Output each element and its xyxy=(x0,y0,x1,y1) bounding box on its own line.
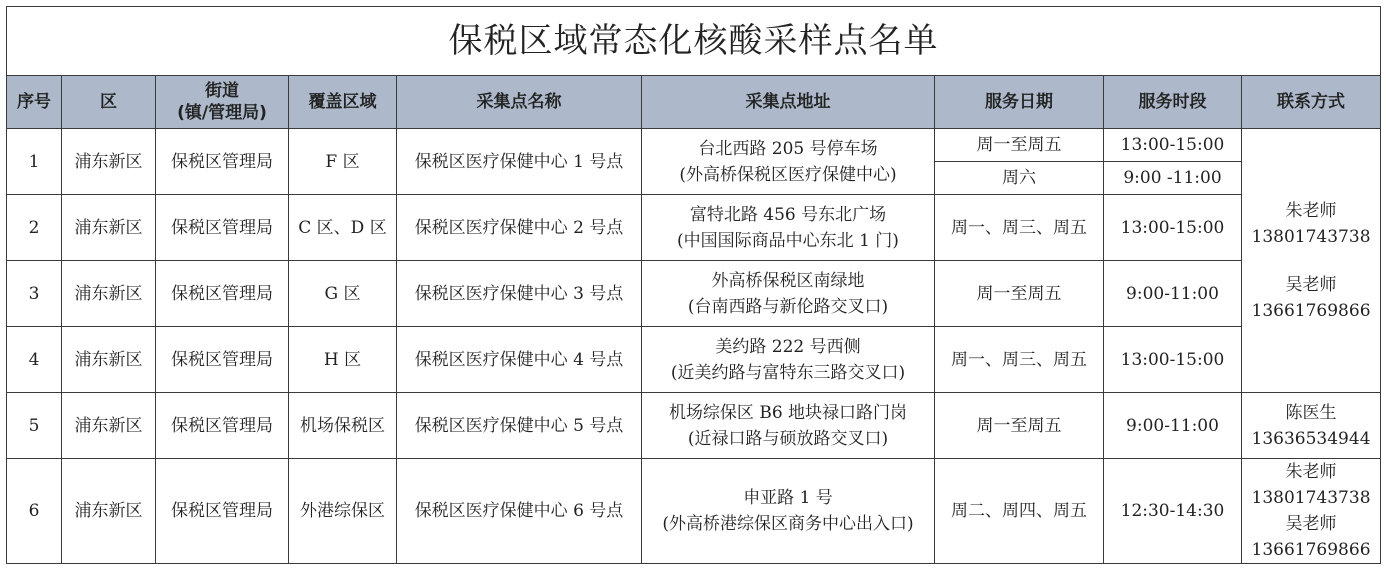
table-row xyxy=(7,261,1381,327)
cell-service-hours: 9:00-11:00 xyxy=(1104,393,1242,459)
cell-street: 保税区管理局 xyxy=(156,327,289,393)
cell-site-name: 保税区医疗保健中心 4 号点 xyxy=(397,327,642,393)
address-line1: 台北西路 205 号停车场 xyxy=(698,138,878,159)
contact-phone: 13636534944 xyxy=(1251,428,1371,449)
table-row xyxy=(7,393,1381,459)
sampling-sites-table xyxy=(6,6,1381,564)
cell-seq: 2 xyxy=(7,195,62,261)
address-line1: 机场综保区 B6 地块禄口路门岗 xyxy=(668,402,908,423)
cell-district: 浦东新区 xyxy=(62,129,156,195)
cell-street: 保税区管理局 xyxy=(156,261,289,327)
cell-address xyxy=(642,327,935,393)
cell-service-hours: 12:30-14:30 xyxy=(1104,459,1242,564)
contact-phone: 13661769866 xyxy=(1251,300,1371,321)
cell-site-name: 保税区医疗保健中心 6 号点 xyxy=(397,459,642,564)
cell-street: 保税区管理局 xyxy=(156,393,289,459)
contact-name: 朱老师 xyxy=(1285,462,1337,482)
cell-contact-group xyxy=(1242,129,1381,393)
cell-service-days: 周一、周三、周五 xyxy=(935,195,1104,261)
cell-site-name: 保税区医疗保健中心 3 号点 xyxy=(397,261,642,327)
address-line2: (外高桥港综保区商务中心出入口) xyxy=(662,514,914,534)
header-street-line2: (镇/管理局) xyxy=(177,103,267,123)
page-title: 保税区域常态化核酸采样点名单 xyxy=(7,7,1381,76)
address-line1: 申亚路 1 号 xyxy=(743,488,833,508)
cell-district: 浦东新区 xyxy=(62,327,156,393)
cell-site-name: 保税区医疗保健中心 2 号点 xyxy=(397,195,642,261)
cell-seq: 4 xyxy=(7,327,62,393)
cell-service-days: 周一、周三、周五 xyxy=(935,327,1104,393)
cell-seq: 6 xyxy=(7,459,62,564)
address-line1: 美约路 222 号西侧 xyxy=(715,336,861,357)
contact-phone: 13801743738 xyxy=(1251,488,1371,508)
cell-service-days: 周六 xyxy=(935,162,1104,195)
contact-spacer xyxy=(1246,250,1376,272)
cell-service-hours: 9:00-11:00 xyxy=(1104,261,1242,327)
contact-phone: 13801743738 xyxy=(1251,226,1371,247)
header-contact: 联系方式 xyxy=(1242,76,1381,129)
cell-coverage: 机场保税区 xyxy=(289,393,397,459)
cell-contact xyxy=(1242,393,1381,459)
table-row xyxy=(7,195,1381,261)
cell-coverage: H 区 xyxy=(289,327,397,393)
cell-service-hours: 13:00-15:00 xyxy=(1104,195,1242,261)
cell-address xyxy=(642,261,935,327)
cell-coverage: C 区、D 区 xyxy=(289,195,397,261)
cell-service-days: 周一至周五 xyxy=(935,393,1104,459)
address-line2: (近禄口路与硕放路交叉口) xyxy=(687,428,889,449)
cell-coverage: F 区 xyxy=(289,129,397,195)
address-line2: (近美约路与富特东三路交叉口) xyxy=(670,362,906,383)
cell-street: 保税区管理局 xyxy=(156,459,289,564)
cell-seq: 3 xyxy=(7,261,62,327)
cell-district: 浦东新区 xyxy=(62,195,156,261)
table-row xyxy=(7,459,1381,564)
cell-district: 浦东新区 xyxy=(62,393,156,459)
address-line2: (中国国际商品中心东北 1 门) xyxy=(677,230,899,251)
table-row xyxy=(7,327,1381,393)
cell-seq: 1 xyxy=(7,129,62,195)
contact-phone: 13661769866 xyxy=(1251,540,1371,560)
cell-service-days: 周一至周五 xyxy=(935,261,1104,327)
cell-address xyxy=(642,459,935,564)
cell-address xyxy=(642,393,935,459)
header-seq: 序号 xyxy=(7,76,62,129)
cell-address xyxy=(642,195,935,261)
cell-address xyxy=(642,129,935,195)
address-line2: (台南西路与新伦路交叉口) xyxy=(687,296,889,317)
cell-service-hours: 13:00-15:00 xyxy=(1104,129,1242,162)
address-line1: 富特北路 456 号东北广场 xyxy=(689,204,887,225)
table-row xyxy=(7,129,1381,162)
cell-coverage: G 区 xyxy=(289,261,397,327)
cell-district: 浦东新区 xyxy=(62,261,156,327)
header-district: 区 xyxy=(62,76,156,129)
cell-service-hours: 9:00 -11:00 xyxy=(1104,162,1242,195)
cell-contact xyxy=(1242,459,1381,564)
cell-street: 保税区管理局 xyxy=(156,129,289,195)
header-site-name: 采集点名称 xyxy=(397,76,642,129)
header-service-hours: 服务时段 xyxy=(1104,76,1242,129)
header-address: 采集点地址 xyxy=(642,76,935,129)
cell-district: 浦东新区 xyxy=(62,459,156,564)
header-service-days: 服务日期 xyxy=(935,76,1104,129)
address-line1: 外高桥保税区南绿地 xyxy=(711,270,865,291)
header-coverage: 覆盖区域 xyxy=(289,76,397,129)
cell-service-days: 周一至周五 xyxy=(935,129,1104,162)
cell-seq: 5 xyxy=(7,393,62,459)
cell-service-days: 周二、周四、周五 xyxy=(935,459,1104,564)
contact-name: 朱老师 xyxy=(1285,200,1337,221)
header-street-line1: 街道 xyxy=(205,81,239,101)
contact-name: 吴老师 xyxy=(1285,274,1337,295)
contact-name: 陈医生 xyxy=(1285,402,1337,423)
header-street xyxy=(156,76,289,129)
address-line2: (外高桥保税区医疗保健中心) xyxy=(679,164,897,185)
cell-street: 保税区管理局 xyxy=(156,195,289,261)
header-row xyxy=(7,76,1381,129)
cell-site-name: 保税区医疗保健中心 5 号点 xyxy=(397,393,642,459)
contact-name: 吴老师 xyxy=(1285,514,1337,534)
cell-site-name: 保税区医疗保健中心 1 号点 xyxy=(397,129,642,195)
cell-service-hours: 13:00-15:00 xyxy=(1104,327,1242,393)
cell-coverage: 外港综保区 xyxy=(289,459,397,564)
